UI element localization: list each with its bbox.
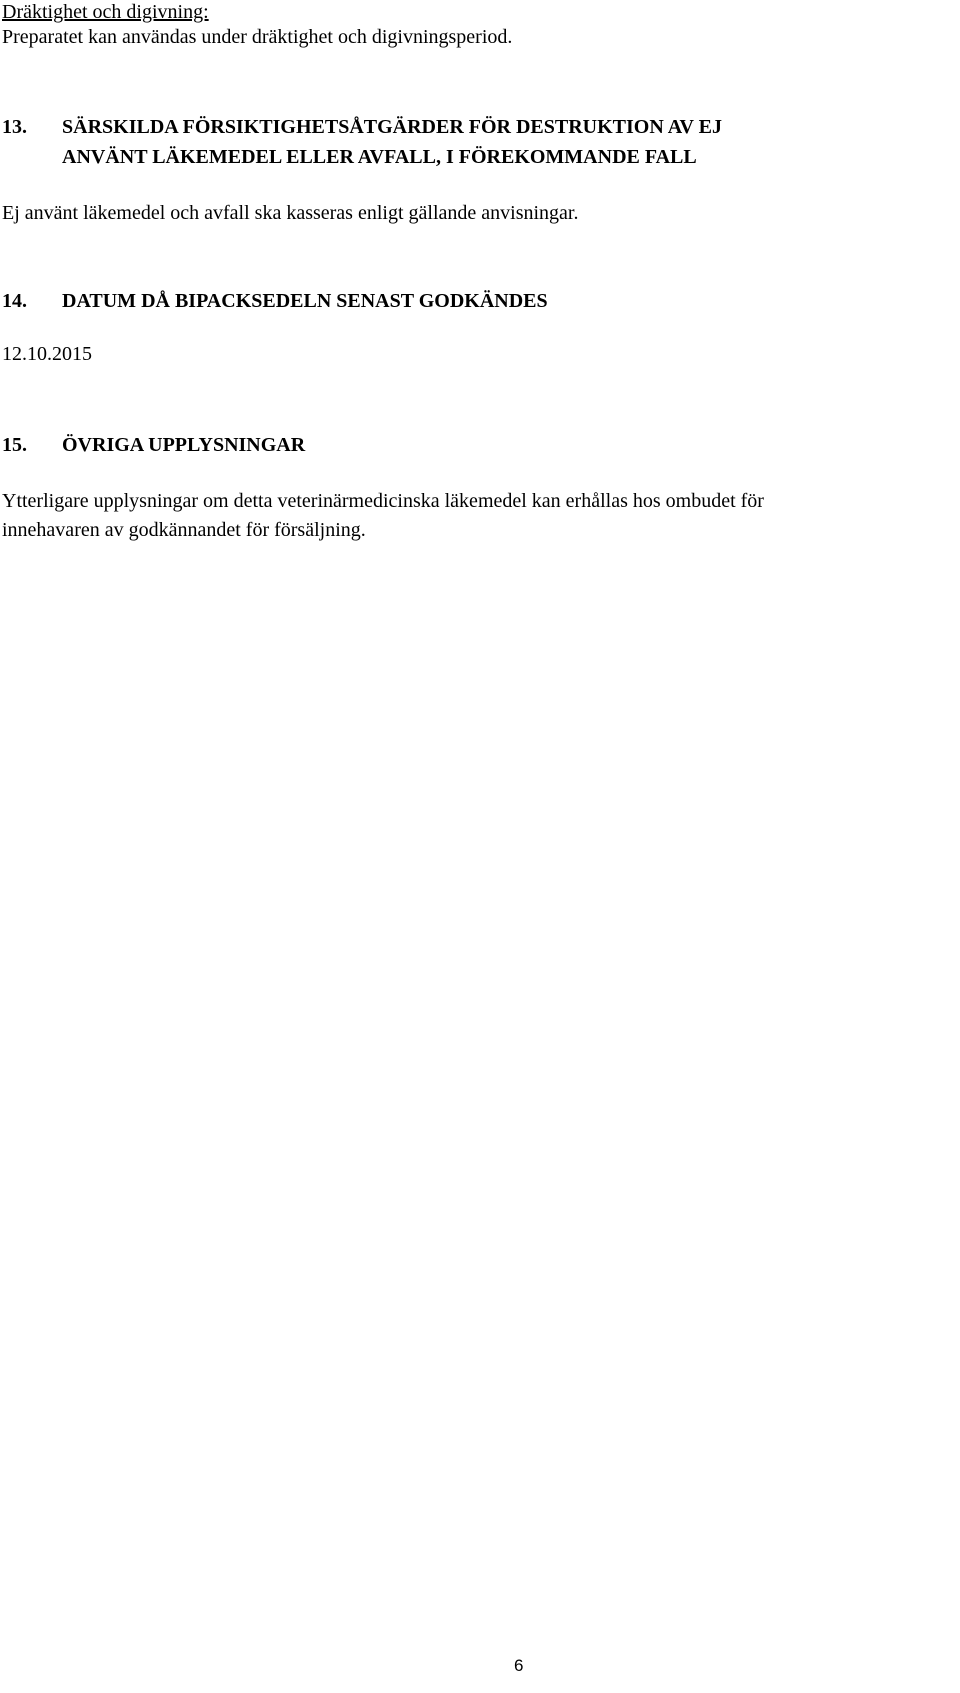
section-13-title-line2: ANVÄNT LÄKEMEDEL ELLER AVFALL, I FÖREKOMMANDE FALL	[62, 146, 697, 168]
section-13-heading	[2, 115, 722, 139]
section-13-text: Ej använt läkemedel och avfall ska kasseras enligt gällande anvisningar.	[2, 202, 579, 224]
section-14-number: 14.	[2, 290, 27, 312]
section-14-title: DATUM DÅ BIPACKSEDELN SENAST GODKÄNDES	[62, 290, 548, 312]
section-15-heading	[2, 433, 305, 457]
page-number: 6	[514, 1656, 524, 1675]
pregnancy-text: Preparatet kan användas under dräktighet och digivningsperiod.	[2, 26, 513, 48]
section-15-title: ÖVRIGA UPPLYSNINGAR	[62, 434, 306, 456]
pregnancy-subheading: Dräktighet och digivning:	[2, 1, 209, 23]
section-15-text-line1: Ytterligare upplysningar om detta veterinärmedicinska läkemedel kan erhållas hos ombudet för	[2, 490, 764, 512]
section-15-number: 15.	[2, 434, 27, 456]
section-14-date: 12.10.2015	[2, 343, 92, 365]
section-13-number: 13.	[2, 116, 27, 138]
section-14-heading	[2, 289, 548, 313]
section-15-text-line2: innehavaren av godkännandet för försäljning.	[2, 519, 366, 541]
section-13-title-line1: SÄRSKILDA FÖRSIKTIGHETSÅTGÄRDER FÖR DESTRUKTION AV EJ	[62, 116, 722, 138]
